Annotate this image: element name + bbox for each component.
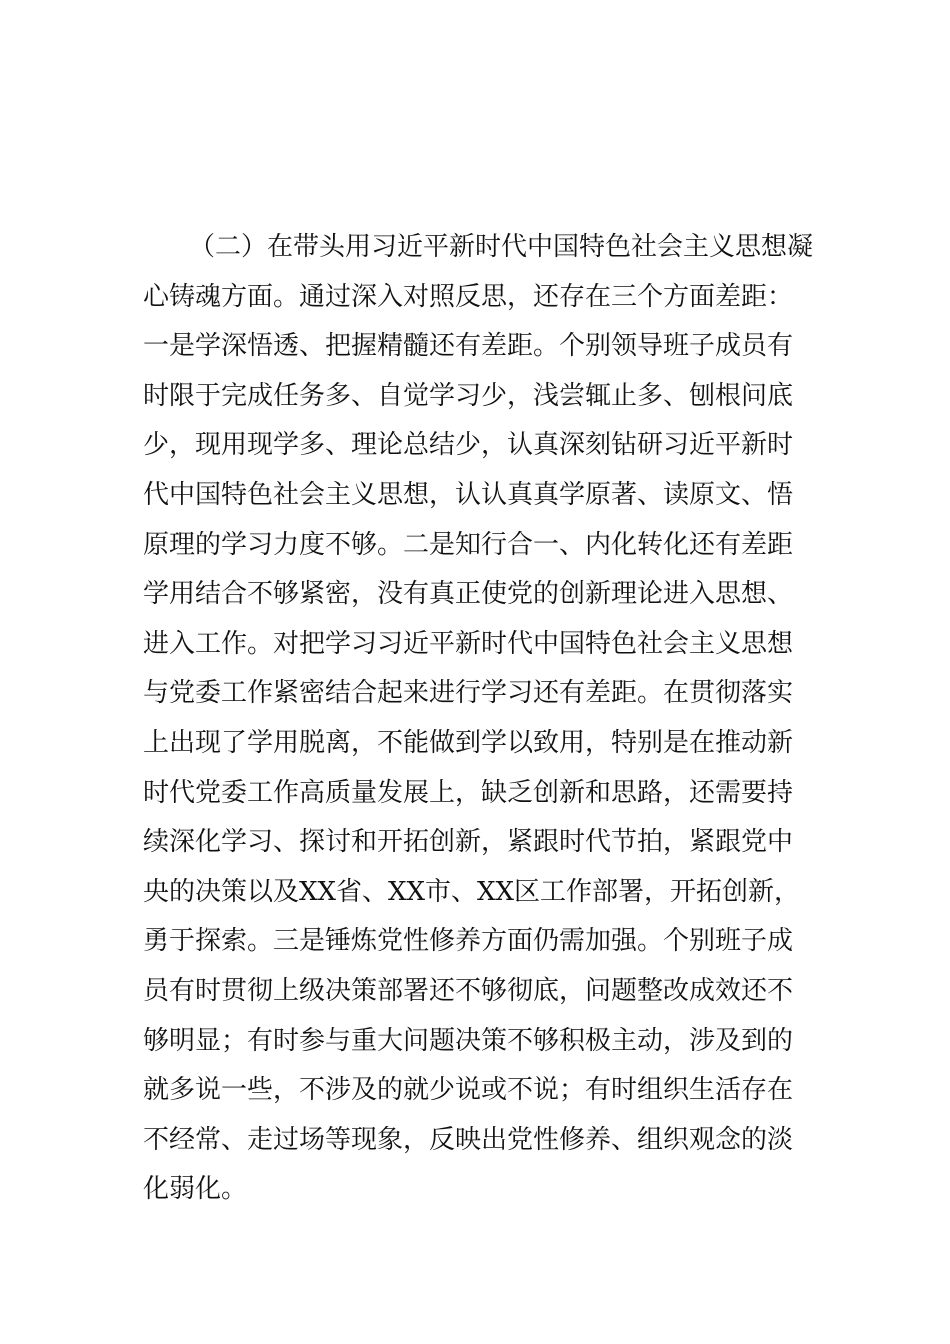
paragraph-line: 进入工作。对把学习习近平新时代中国特色社会主义思想 [143, 628, 794, 659]
paragraph-line: 不经常、走过场等现象，反映出党性修养、组织观念的淡 [143, 1124, 794, 1155]
paragraph-line: 与党委工作紧密结合起来进行学习还有差距。在贯彻落实 [143, 678, 794, 709]
paragraph-line: （二）在带头用习近平新时代中国特色社会主义思想凝 [189, 232, 814, 262]
paragraph-line: 续深化学习、探讨和开拓创新，紧跟时代节拍，紧跟党中 [143, 827, 794, 858]
paragraph-line: 员有时贯彻上级决策部署还不够彻底，问题整改成效还不 [143, 975, 794, 1006]
paragraph-line: 一是学深悟透、把握精髓还有差距。个别领导班子成员有 [143, 331, 794, 362]
paragraph-line: 学用结合不够紧密，没有真正使党的创新理论进入思想、 [143, 579, 794, 610]
paragraph-line: 时代党委工作高质量发展上，缺乏创新和思路，还需要持 [143, 777, 794, 808]
paragraph-line: 就多说一些，不涉及的就少说或不说；有时组织生活存在 [143, 1075, 794, 1106]
paragraph-line: 够明显；有时参与重大问题决策不够积极主动，涉及到的 [143, 1025, 794, 1056]
paragraph-line: 原理的学习力度不够。二是知行合一、内化转化还有差距 [143, 529, 794, 560]
body-paragraph [143, 223, 833, 1215]
paragraph-line: 央的决策以及XX省、XX市、XX区工作部署，开拓创新， [143, 876, 801, 907]
paragraph-line: 时限于完成任务多、自觉学习少，浅尝辄止多、刨根问底 [143, 380, 794, 411]
paragraph-line: 化弱化。 [143, 1174, 248, 1205]
paragraph-line: 少，现用现学多、理论总结少，认真深刻钻研习近平新时 [143, 430, 794, 461]
paragraph-line: 代中国特色社会主义思想，认认真真学原著、读原文、悟 [143, 479, 794, 510]
paragraph-line: 上出现了学用脱离，不能做到学以致用，特别是在推动新 [143, 727, 794, 758]
paragraph-line: 心铸魂方面。通过深入对照反思，还存在三个方面差距： [143, 281, 794, 312]
paragraph-line: 勇于探索。三是锤炼党性修养方面仍需加强。个别班子成 [143, 926, 794, 957]
